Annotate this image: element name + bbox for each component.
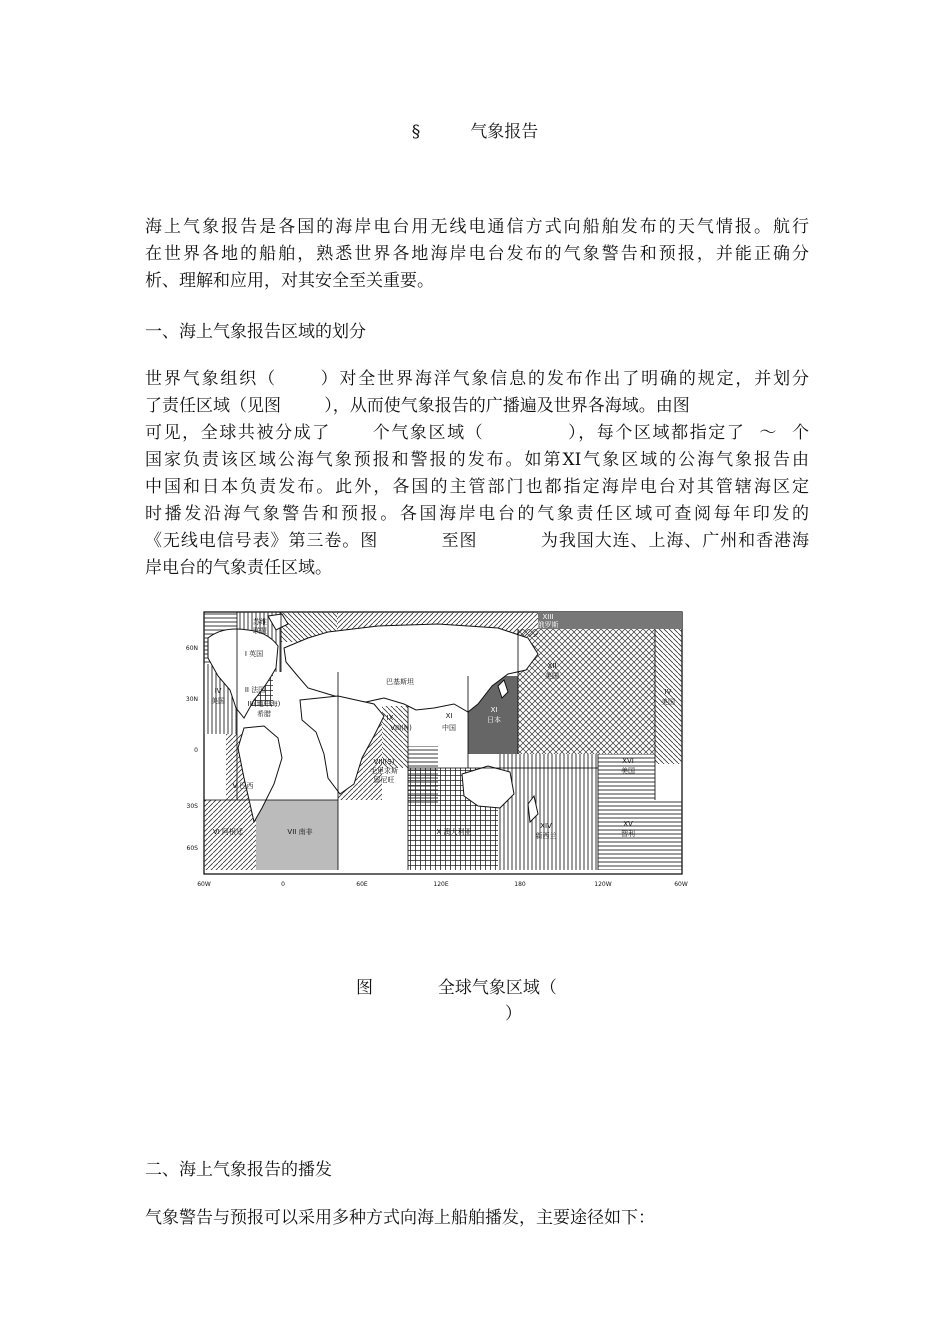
area-label: 巴西 [239, 782, 254, 790]
area-hatch [538, 612, 682, 629]
lat-label: 60N [185, 645, 198, 652]
area-hatch [655, 629, 682, 764]
area-label: 英国 [249, 650, 264, 658]
text-line: 析、理解和应用，对其安全至关重要。 [145, 271, 434, 291]
area-label: 希腊 [257, 710, 271, 718]
area-label: 智利 [621, 830, 635, 838]
area-label: IV [214, 687, 222, 695]
text-line: 海上气象报告是各国的海岸电台用无线电通信方式向船舶发布的天气情报。航行 [145, 217, 809, 237]
lon-label: 60W [197, 881, 211, 888]
area-label: VI [212, 828, 220, 836]
svg-text:V 巴西 [232, 782, 253, 790]
lon-label: 60W [674, 881, 688, 888]
text-line: 中国和日本负责发布。此外，各国的主管部门也都指定海岸电台对其管辖海区定 [145, 477, 809, 497]
lat-label: 60S [186, 845, 198, 852]
area-label: 联盟 [253, 627, 267, 635]
area-label: I [244, 650, 247, 658]
area-label: 美国 [211, 697, 225, 705]
area-label: III(地中海) [247, 700, 281, 708]
caption-line: 图 全球气象区域（ [356, 978, 557, 998]
lon-label: 180 [514, 881, 526, 888]
text-line: 《无线电信号表》第三卷。图 至图 为我国大连、上海、广州和香港海 [145, 531, 809, 551]
section-symbol: § [411, 122, 421, 142]
area-label: XV [623, 820, 633, 828]
intro-paragraph [145, 214, 809, 295]
section-heading-2: 二、海上气象报告的播发 [145, 1160, 332, 1180]
svg-text:VII 南非 [287, 827, 312, 836]
area-label: IX [386, 714, 394, 722]
world-met-areas-map [178, 608, 698, 890]
area-label: XII [547, 662, 557, 670]
area-label: 日本 [487, 716, 501, 724]
area-hatch [598, 800, 682, 870]
area-label: XI [445, 712, 453, 720]
zones-paragraph [145, 366, 809, 582]
area-label: 苏维 [253, 618, 267, 626]
area-hatch [498, 754, 598, 870]
lat-label: 30S [186, 803, 198, 810]
svg-text:I 英国 [245, 649, 263, 658]
area-label: V [232, 782, 238, 790]
area-label: XVI [622, 757, 634, 765]
area-label: X [436, 828, 442, 836]
area-label: 美国 [545, 672, 559, 680]
text-line: 时播发沿海气象警告和预报。各国海岸电台的气象责任区域可查阅每年印发的 [145, 504, 809, 524]
area-label: XIV [540, 822, 552, 830]
lat-label: 30N [185, 696, 198, 703]
lon-label: 120W [594, 881, 612, 888]
text-line: 可见，全球共被分成了 个气象区域（ ），每个区域都指定了 ～ 个 [145, 423, 809, 443]
area-label: 法国 [251, 686, 266, 694]
area-label: 美国 [621, 767, 635, 775]
text-line: 岸电台的气象责任区域。 [145, 558, 332, 578]
lat-label: 0 [194, 747, 198, 754]
text-line: 国家负责该区域公海气象预报和警报的发布。如第XI气象区域的公海气象报告由 [145, 450, 809, 470]
area-label: 阿根廷 [222, 828, 244, 836]
figure-caption [356, 975, 557, 1027]
area-label: XIII [542, 613, 554, 621]
area-label: 俄罗斯 [537, 621, 559, 629]
area-label: 毛里求斯 [370, 767, 398, 775]
lon-label: 60E [356, 881, 368, 888]
section-heading-1: 一、海上气象报告区域的划分 [145, 322, 366, 342]
text-line: 世界气象组织（ ）对全世界海洋气象信息的发布作出了明确的规定，并划分 [145, 369, 809, 389]
area-label: XI [490, 706, 498, 714]
svg-text:VI 阿根廷 [213, 827, 243, 836]
area-label: 留尼旺 [373, 776, 395, 784]
area-label: 南非 [298, 828, 313, 836]
area-label: VIII(N) [390, 724, 412, 732]
area-label: 美国 [661, 698, 675, 706]
page-title [0, 117, 950, 142]
svg-text:II 法国 [245, 685, 265, 694]
text-line: 了责任区域（见图 ），从而使气象报告的广播遍及世界各海域。由图 [145, 396, 690, 416]
area-hatch [518, 629, 655, 754]
area-label: VIII(S) [373, 758, 395, 766]
area-label: 中国 [442, 724, 456, 732]
area-label: II [244, 686, 249, 694]
broadcast-paragraph: 气象警告与预报可以采用多种方式向海上船舶播发，主要途径如下： [145, 1208, 655, 1228]
lon-label: 0 [281, 881, 285, 888]
lon-label: 120E [433, 881, 449, 888]
area-label: VII [287, 828, 297, 836]
caption-line: ） [505, 1004, 522, 1024]
svg-text:X 澳大利亚 [436, 827, 471, 836]
area-label: 澳大利亚 [443, 828, 472, 836]
title-text: 气象报告 [470, 122, 539, 142]
text-line: 在世界各地的船舶，熟悉世界各地海岸电台发布的气象警告和预报，并能正确分 [145, 244, 809, 264]
area-label: 新西兰 [535, 832, 557, 840]
area-label: IV [664, 688, 672, 696]
area-label: 巴基斯坦 [386, 678, 414, 686]
